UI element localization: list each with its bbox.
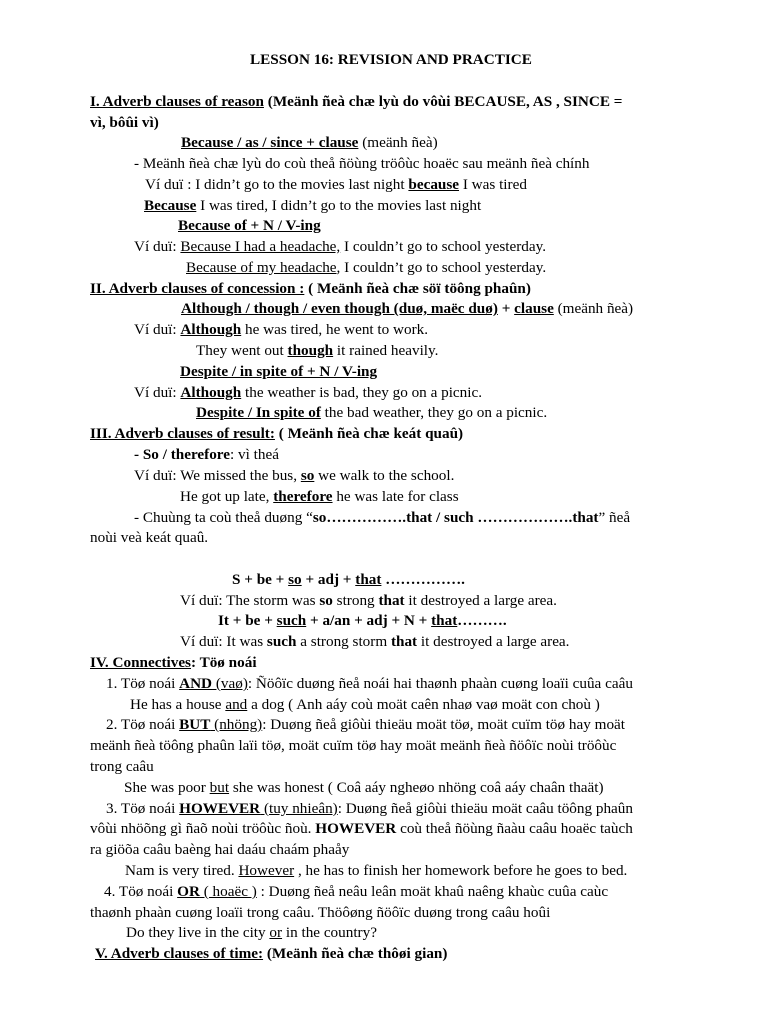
result-formula-so-that: S + be + so + adj + that ……………. — [232, 571, 465, 588]
section-3-heading: III. Adverb clauses of result: ( Meänh ñeà chæ keát quaû) — [90, 425, 464, 442]
section-5-heading: V. Adverb clauses of time: (Meänh ñeà chæ thôøi gian) — [95, 945, 448, 962]
result-item-2: - Chuùng ta coù theå duøng “so…………….that / such ……………….that” ñeå — [134, 509, 631, 526]
connective-but-cont-2: trong caâu — [90, 758, 154, 775]
reason-example-3: Ví duï: Because I had a headache, I couldn’t go to school yesterday. — [134, 238, 547, 255]
lesson-title: LESSON 16: REVISION AND PRACTICE — [250, 51, 532, 68]
reason-formula-1: Because / as / since + clause (meänh ñeà) — [181, 134, 438, 151]
result-example-2: He got up late, therefore he was late for class — [180, 488, 459, 505]
connective-or-cont: thaønh phaàn cuøng loaïi trong caâu. Thöôøng ñöôïc duøng trong caâu hoûi — [90, 904, 551, 921]
result-example-4: Ví duï: It was such a strong storm that it destroyed a large area. — [180, 633, 570, 650]
concession-example-1: Ví duï: Although he was tired, he went to work. — [134, 321, 429, 338]
reason-example-4: Because of my headache, I couldn’t go to school yesterday. — [186, 259, 547, 276]
reason-example-2: Because I was tired, I didn’t go to the movies last night — [144, 197, 482, 214]
concession-example-4: Despite / In spite of the bad weather, they go on a picnic. — [196, 404, 548, 421]
connective-however-example: Nam is very tired. However , he has to finish her homework before he goes to bed. — [125, 862, 628, 879]
connective-however: 3. Töø noái HOWEVER (tuy nhieân): Duøng ñeå giôùi thieäu moät caâu töông phaûn — [106, 800, 633, 817]
result-item-1: - So / therefore: vì theá — [134, 446, 279, 463]
connective-but-example: She was poor but she was honest ( Coâ aáy ngheøo nhöng coâ aáy chaân thaät) — [124, 779, 604, 796]
concession-formula-2: Despite / in spite of + N / V-ing — [180, 363, 378, 380]
section-1-heading-cont: vì, bôûi vì) — [90, 114, 159, 131]
result-example-1: Ví duï: We missed the bus, so we walk to the school. — [134, 467, 455, 484]
connective-and-example: He has a house and a dog ( Anh aáy coù moät caên nhaø vaø moät con choù ) — [130, 696, 600, 713]
connective-but-cont-1: meänh ñeà töông phaûn laïi töø, moät cuïm töø hay moät meänh ñeà ñöôïc noùi tröôùc — [90, 737, 617, 754]
result-formula-such-that: It + be + such + a/an + adj + N + that………. — [218, 612, 507, 629]
reason-formula-2: Because of + N / V-ing — [178, 217, 321, 234]
section-2-heading: II. Adverb clauses of concession : ( Meänh ñeà chæ söï töông phaûn) — [90, 280, 531, 297]
connective-but: 2. Töø noái BUT (nhöng): Duøng ñeå giôùi thieäu moät töø, moät cuïm töø hay moät — [106, 716, 625, 733]
connective-however-cont-1: vôùi nhöõng gì ñaõ noùi tröôùc ñoù. HOWEVER coù theå ñöùng ñaàu caâu hoaëc taùch — [90, 820, 633, 837]
reason-example-1: Ví duï : I didn’t go to the movies last night because I was tired — [145, 176, 527, 193]
connective-however-cont-2: ra giöõa caâu baèng hai daáu chaám phaåy — [90, 841, 350, 858]
concession-formula-1: Although / though / even though (duø, maëc duø) + clause (meänh ñeà) — [181, 300, 634, 317]
connective-or-example: Do they live in the city or in the country? — [126, 924, 377, 941]
concession-example-3: Ví duï: Although the weather is bad, they go on a picnic. — [134, 384, 483, 401]
concession-example-2: They went out though it rained heavily. — [196, 342, 439, 359]
section-1-heading: I. Adverb clauses of reason (Meänh ñeà chæ lyù do vôùi BECAUSE, AS , SINCE = — [90, 93, 623, 110]
result-example-3: Ví duï: The storm was so strong that it destroyed a large area. — [180, 592, 557, 609]
reason-note: - Meänh ñeà chæ lyù do coù theå ñöùng tröôùc hoaëc sau meänh ñeà chính — [134, 155, 590, 172]
section-4-heading: IV. Connectives: Töø noái — [90, 654, 257, 671]
result-item-2-cont: noùi veà keát quaû. — [90, 529, 209, 546]
connective-and: 1. Töø noái AND (vaø): Ñöôïc duøng ñeå noái hai thaønh phaàn cuøng loaïi cuûa caâu — [106, 675, 633, 692]
connective-or: 4. Töø noái OR ( hoaëc ) : Duøng ñeå neâu leân moät khaû naêng khaùc cuûa caùc — [104, 883, 609, 900]
